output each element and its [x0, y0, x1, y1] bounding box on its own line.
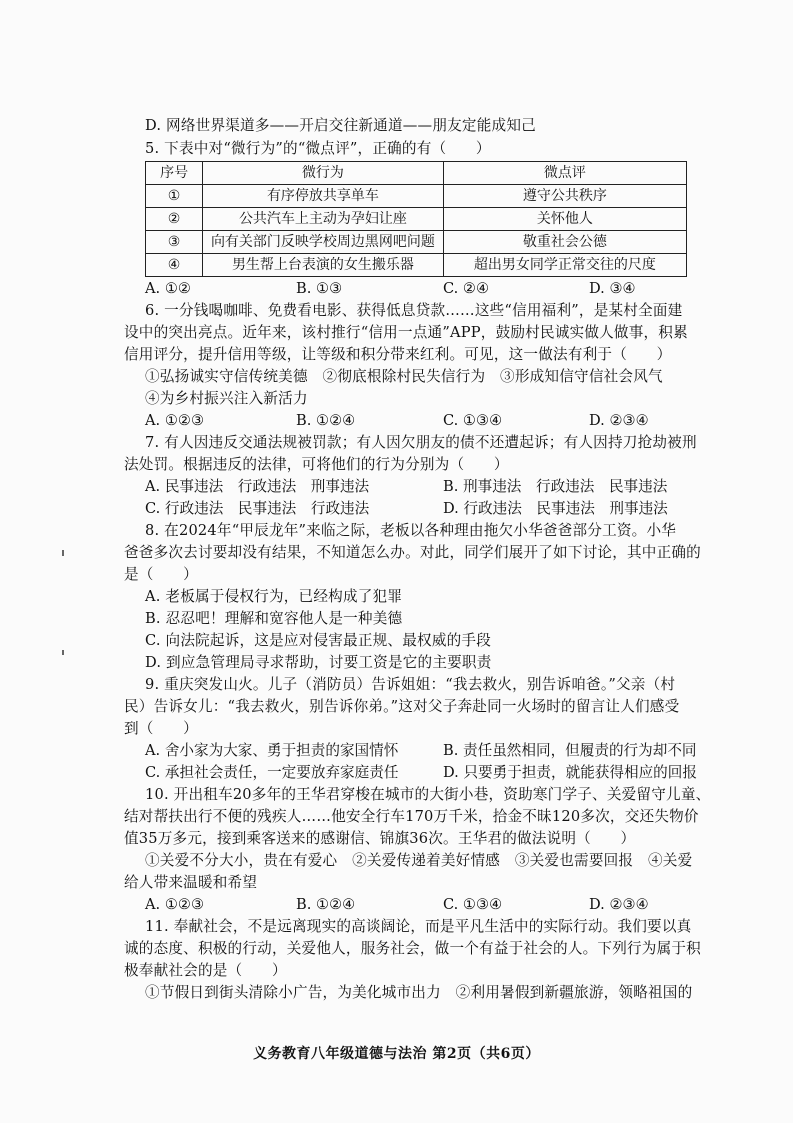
q5-option-d: D. ③④ [589, 280, 636, 297]
q7-stem: 法处罚。根据违反的法律，可将他们的行为分别为（ ） [124, 456, 509, 473]
table-header: 序号 [146, 162, 203, 185]
table-row [146, 185, 687, 208]
table-cell: 敬重社会公德 [443, 231, 686, 254]
q8-option-a: A. 老板属于侵权行为，已经构成了犯罪 [145, 588, 403, 605]
q10-option-a: A. ①②③ [145, 896, 205, 913]
table-cell: 男生帮上台表演的女生搬乐器 [203, 254, 444, 277]
q8-option-c: C. 向法院起诉，这是应对侵害最正规、最权威的手段 [145, 632, 491, 649]
q6-stem: 6. 一分钱喝咖啡、免费看电影、获得低息贷款……这些“信用福利”，是某村全面建 [145, 302, 683, 319]
q11-stem: 诚的态度、积极的行动，关爱他人，服务社会，做一个有益于社会的人。下列行为属于积 [124, 940, 701, 957]
table-cell: 公共汽车上主动为孕妇让座 [203, 208, 444, 231]
q5-option-c: C. ②④ [443, 280, 490, 297]
table-row [146, 208, 687, 231]
q5-table [145, 161, 687, 277]
q5-option-b: B. ①③ [296, 280, 343, 297]
table-cell: 向有关部门反映学校周边黑网吧问题 [203, 231, 444, 254]
q6-stem: 信用评分，提升信用等级，让等级和积分带来红利。可见，这一做法有利于（ ） [124, 346, 672, 363]
q7-stem: 7. 有人因违反交通法规被罚款；有人因欠朋友的债不还遭起诉；有人因持刀抢劫被刑 [145, 434, 697, 451]
q8-stem: 是（ ） [124, 566, 198, 583]
q6-option-a: A. ①②③ [145, 412, 205, 429]
q10-statements: ①关爱不分大小，贵在有爱心 ②关爱传递着美好情感 ③关爱也需要回报 ④关爱 [145, 852, 693, 869]
q5-option-a: A. ①② [145, 280, 191, 297]
q10-stem: 值35万多元，接到乘客送来的感谢信、锦旗36次。王华君的做法说明（ ） [124, 830, 636, 847]
q10-option-c: C. ①③④ [443, 896, 503, 913]
page-footer: 义务教育八年级道德与法治 第2页（共6页） [253, 1046, 540, 1062]
q7-option-b: B. 刑事违法 行政违法 民事违法 [443, 478, 668, 495]
q10-option-d: D. ②③④ [589, 896, 649, 913]
table-cell: 遵守公共秩序 [443, 185, 686, 208]
table-row [146, 254, 687, 277]
q8-stem: 爸爸多次去讨要却没有结果，不知道怎么办。对此，同学们展开了如下讨论，其中正确的 [124, 544, 701, 561]
q5-stem: 5. 下表中对“微行为”的“微点评”，正确的有（ ） [145, 140, 491, 157]
table-header-row [146, 162, 687, 185]
q11-stem: 极奉献社会的是（ ） [124, 962, 287, 979]
q10-option-b: B. ①②④ [296, 896, 356, 913]
q9-stem: 民）告诉女儿：“我去救火，别告诉你弟。”这对父子奔赴同一火场时的留言让人们感受 [124, 698, 680, 715]
q8-option-d: D. 到应急管理局寻求帮助，讨要工资是它的主要职责 [145, 654, 492, 671]
q7-option-c: C. 行政违法 民事违法 行政违法 [145, 500, 370, 517]
q9-option-a: A. 舍小家为大家、勇于担责的家国情怀 [145, 742, 399, 759]
q6-statements: ①弘扬诚实守信传统美德 ②彻底根除村民失信行为 ③形成知信守信社会风气 [145, 368, 663, 385]
table-cell: ④ [146, 254, 203, 277]
q11-stem: 11. 奉献社会，不是远离现实的高谈阔论，而是平凡生活中的实际行动。我们要以真 [145, 918, 692, 935]
q11-statements: ①节假日到街头清除小广告，为美化城市出力 ②利用暑假到新疆旅游，领略祖国的 [145, 984, 693, 1001]
binding-mark [62, 550, 64, 556]
q9-option-c: C. 承担社会责任，一定要放弃家庭责任 [145, 764, 399, 781]
q6-option-c: C. ①③④ [443, 412, 503, 429]
q9-option-d: D. 只要勇于担责，就能获得相应的回报 [443, 764, 697, 781]
q9-stem: 到（ ） [124, 720, 198, 737]
q10-stem: 10. 开出租车20多年的王华君穿梭在城市的大街小巷，资助寒门学子、关爱留守儿童、 [145, 786, 711, 803]
q6-option-d: D. ②③④ [589, 412, 649, 429]
q4-option-d: D. 网络世界渠道多——开启交往新通道——朋友定能成知己 [145, 117, 536, 134]
q9-stem: 9. 重庆突发山火。儿子（消防员）告诉姐姐：“我去救火，别告诉咱爸。”父亲（村 [145, 676, 676, 693]
q6-stem: 设中的突出亮点。近年来，该村推行“信用一点通”APP，鼓励村民诚实做人做事，积累 [124, 324, 688, 341]
q8-option-b: B. 忍忍吧！理解和宽容他人是一种美德 [145, 610, 403, 627]
q9-option-b: B. 责任虽然相同，但履责的行为却不同 [443, 742, 697, 759]
table-cell: ① [146, 185, 203, 208]
q10-stem: 结对帮扶出行不便的残疾人……他安全行车170万千米，拾金不昧120多次，交还失物价 [124, 808, 699, 825]
q7-option-a: A. 民事违法 行政违法 刑事违法 [145, 478, 370, 495]
binding-mark [62, 650, 64, 655]
table-header: 微行为 [203, 162, 444, 185]
q10-statements: 给人带来温暖和希望 [124, 874, 258, 891]
q7-option-d: D. 行政违法 民事违法 刑事违法 [443, 500, 668, 517]
table-cell: ③ [146, 231, 203, 254]
q6-statements: ④为乡村振兴注入新活力 [145, 390, 308, 407]
table-cell: 关怀他人 [443, 208, 686, 231]
table-cell: 有序停放共享单车 [203, 185, 444, 208]
table-cell: ② [146, 208, 203, 231]
table-header: 微点评 [443, 162, 686, 185]
table-row [146, 231, 687, 254]
table-cell: 超出男女同学正常交往的尺度 [443, 254, 686, 277]
q6-option-b: B. ①②④ [296, 412, 356, 429]
q8-stem: 8. 在2024年“甲辰龙年”来临之际，老板以各种理由拖欠小华爸爸部分工资。小华 [145, 522, 677, 539]
